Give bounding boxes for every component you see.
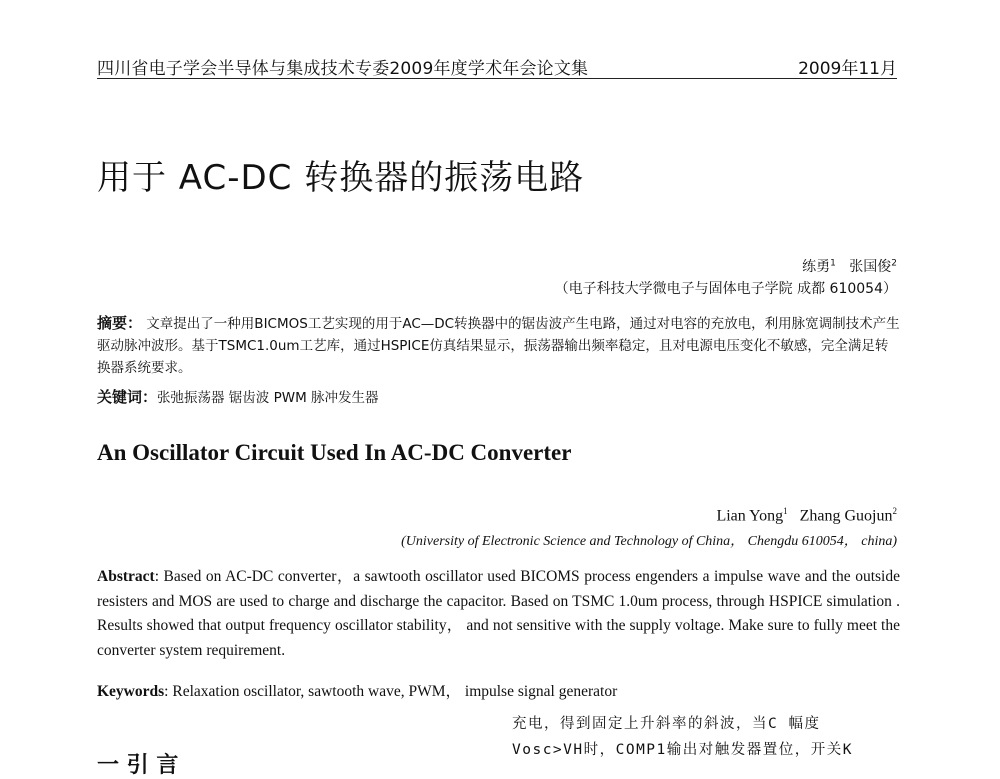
author-1-affiliation-mark: 1 [830,258,836,269]
keywords-text-en: : Relaxation oscillator, sawtooth wave, PWM， impulse signal generator [164,683,618,700]
proceedings-header: 四川省电子学会半导体与集成技术专委2009年度学术年会论文集 [97,59,589,79]
keywords-text: 张弛振荡器 锯齿波 PWM 脉冲发生器 [157,390,379,406]
author-1-name-en: Lian Yong [716,507,784,525]
keywords-chinese [97,386,900,409]
affiliation-chinese: （电子科技大学微电子与固体电子学院 成都 610054） [554,281,897,297]
author-1-affiliation-mark-en: 1 [783,506,788,516]
abstract-label: 摘要： [97,314,143,332]
abstract-english [97,565,900,663]
header-divider [97,78,897,79]
publication-date: 2009年11月 [798,59,897,79]
keywords-label-en: Keywords [97,683,165,700]
body-text-line: 充电，得到固定上升斜率的斜波，当C 幅度 [512,716,821,732]
abstract-label-en: Abstract [97,568,155,585]
affiliation-english: (University of Electronic Science and Technology of China， Chengdu 610054， china) [401,534,897,549]
keywords-label: 关键词： [97,388,158,406]
author-2-name-en: Zhang Guojun [799,507,893,525]
authors-english [716,506,897,525]
author-1-name: 练勇 [802,259,831,275]
authors-chinese [802,256,897,276]
abstract-text-en: : Based on AC-DC converter，a sawtooth oscillator used BICOMS process engenders a impulse wave and the outside resisters and MOS are used to charge and discharge the capacitor. Based on TSMC 1.0um process, through HSPICE simulation . Results showed that output frequency oscillator stability， and not sensitive with the supply voltage. Make sure to fully meet the converter system requirement. [97,568,900,659]
section-heading-introduction: 一 引 言 [97,753,179,778]
paper-title-chinese: 用于 AC-DC 转换器的振荡电路 [97,158,585,198]
author-2-name: 张国俊 [849,259,892,275]
body-text-line: Vosc>VH时，COMP1输出对触发器置位，开关K [512,742,853,758]
keywords-english [97,680,900,705]
author-2-affiliation-mark-en: 2 [892,506,897,516]
abstract-text: 文章提出了一种用BICMOS工艺实现的用于AC—DC转换器中的锯齿波产生电路，通过对电容的充放电，利用脉宽调制技术产生驱动脉冲波形。基于TSMC1.0um工艺库，通过HSPICE仿真结果显示，振荡器输出频率稳定，且对电源电压变化不敏感，完全满足转换器系统要求。 [97,316,900,376]
author-2-affiliation-mark: 2 [891,258,897,269]
abstract-chinese [97,312,900,379]
paper-title-english: An Oscillator Circuit Used In AC-DC Converter [97,440,572,465]
